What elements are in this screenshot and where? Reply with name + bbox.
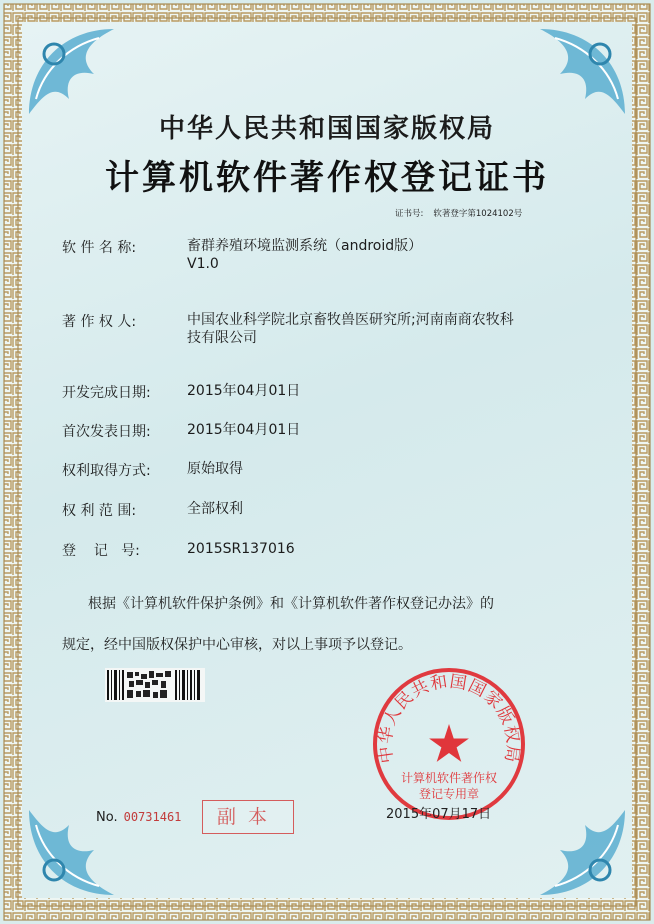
seal-line-2: 登记专用章	[418, 787, 480, 801]
field-value-line: 技有限公司	[187, 330, 257, 346]
field-label: 登 记 号:	[62, 543, 140, 559]
certificate-number-label: 证书号:	[395, 209, 424, 219]
seal-line-1: 计算机软件著作权	[400, 771, 498, 785]
certificate-number-value: 软著登字第1024102号	[433, 209, 523, 219]
field-value	[187, 311, 514, 347]
serial-number-label: No.	[96, 810, 118, 825]
field-value-line: 畜群养殖环境监测系统（android版）	[187, 238, 423, 254]
field-label: 首次发表日期:	[62, 424, 151, 440]
field-label: 软 件 名 称:	[62, 240, 137, 256]
field-label: 权 利 范 围:	[62, 503, 137, 519]
seal-ring-text: 中华人民共和国国家版权局	[375, 671, 523, 765]
serial-number	[96, 810, 181, 825]
official-seal	[368, 664, 530, 820]
statement-line-2: 规定，经中国版权保护中心审核，对以上事项予以登记。	[62, 637, 412, 653]
field-value-line: V1.0	[187, 256, 219, 272]
field-value	[187, 237, 422, 273]
corner-ornament-top-left	[24, 24, 119, 119]
corner-ornament-bottom-right	[535, 805, 630, 900]
corner-ornament-top-right	[535, 24, 630, 119]
field-value: 2015年04月01日	[187, 422, 301, 438]
field-value: 原始取得	[187, 461, 243, 477]
serial-number-value: 00731461	[123, 810, 182, 824]
field-value: 2015SR137016	[187, 541, 295, 557]
field-label: 权利取得方式:	[62, 463, 151, 479]
field-value-line: 中国农业科学院北京畜牧兽医研究所;河南南商农牧科	[187, 312, 514, 328]
issuer-title: 中华人民共和国国家版权局	[158, 114, 495, 144]
barcode	[105, 668, 205, 702]
field-label: 开发完成日期:	[62, 385, 151, 401]
field-value: 全部权利	[187, 501, 243, 517]
duplicate-stamp: 副本	[202, 800, 294, 834]
field-label: 著 作 权 人:	[62, 314, 137, 330]
certificate-number	[395, 207, 532, 219]
field-value: 2015年04月01日	[187, 383, 301, 399]
statement-line-1: 根据《计算机软件保护条例》和《计算机软件著作权登记办法》的	[88, 596, 494, 612]
issue-date: 2015年07月17日	[386, 807, 492, 822]
certificate-title: 计算机软件著作权登记证书	[105, 158, 549, 198]
